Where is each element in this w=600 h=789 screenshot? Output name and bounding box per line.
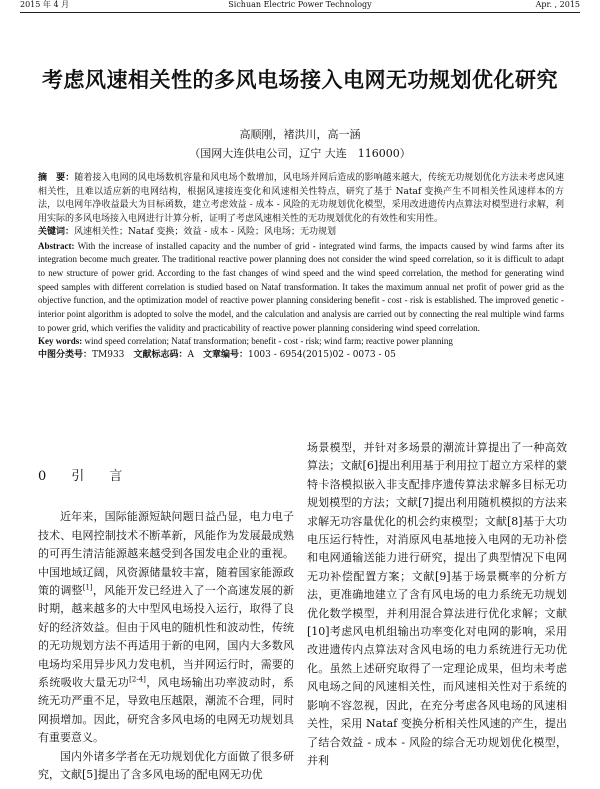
running-header — [20, 0, 580, 13]
intro-text-3: ，风电场输出功率波动时，系统无功严重不足，导致电压越限，潮流不合理，同时网损增加。因此，研究含多风电场的电网无功规划具有重要意义。 — [38, 676, 295, 745]
intro-paragraph-continued: 场景模型，并针对多场景的潮流计算提出了一种高效算法；文献[6]提出利用基于利用拉丁超立方采样的蒙特卡洛模拟嵌入非支配排序遗传算法求解多目标无功规划模型的方法；文献[7]提出利用随机模拟的方法来求解无功容量优化的机会约束模型；文献[8]基于大功电压运行特性，对消原风电基地接入电网的无功补偿和电网通输送能力进行研究，提出了典型情况下电网无功补偿配置方案；文献[9]基于场景概率的分析方法，更准确地建立了含有风电场的电力系统无功规划优化数学模型，并利用混合算法进行优化求解；文献[10]考虑风电机组输出功率变化对电网的影响，采用改进遗传内点算法对含风电场的电力系统进行无功优化。虽然上述研究取得了一定理论成果，但均未考虑风电场之间的风速相关性，而风速相关性对于系统的影响不容忽视，因此，在充分考虑各风电场的风速相关性，采用 Nataf 变换分析相关性风速的产生，提出了结合效益 - 成本 - 风险的综合无功规划优化模型，并利 — [307, 441, 567, 767]
clc-label: 中图分类号： — [38, 350, 93, 361]
keywords-cn-label: 关键词： — [38, 227, 75, 237]
abstract-block — [38, 172, 564, 363]
section-title: 引 言 — [71, 469, 129, 484]
header-journal: Sichuan Electric Power Technology — [228, 0, 372, 9]
abstract-en-text: With the increase of installed capacity and the number of grid - integrated wind farms, the impacts caused by wind farms after its integration become much greater. The traditional reactive power planning does not consider the wind speed correlation, so it is difficult to adapt to new structure of power grid. According to the fast changes of wind speed and the wind speed correlation, the method for generating wind speed samples with different correlation is studied based on Nataf transformation. It takes the maximum annual net profit of power grid as the objective function, and the optimization model of reactive power planning considering benefit - cost - risk is established. The improved genetic - interior point algorithm is adopted to solve the model, and the calculation and analysis are carried out by connecting the real multiple wind farms to power grid, which verifies the validity and practicability of reactive power planning considering wind speed correlation. — [38, 240, 564, 333]
doc-code-label: 文献标志码： — [133, 350, 188, 361]
section-heading — [38, 468, 294, 486]
paper-authors: 高顺刚，褚洪川，高一涵 — [239, 128, 361, 141]
intro-text-2: ，风能开发已经进入了一个高速发展的新时期，越来越多的大中型风电场投入运行，取得了良好的经济效益。但由于风电的随机性和波动性，传统的无功规划方法不再适用于新的电网，国内大多数风电场均采用异步风力发电机，当并网运行时，需要的系统吸收大量无功 — [38, 584, 295, 690]
keywords-en-label: Key words: — [38, 336, 83, 347]
doc-code-value: A — [187, 350, 194, 361]
abstract-cn — [38, 172, 564, 226]
intro-paragraph-1 — [38, 508, 294, 747]
keywords-en — [38, 335, 564, 349]
section-number: 0 — [38, 469, 53, 484]
body-right-column — [307, 439, 567, 770]
paper-title: 考虑风速相关性的多风电场接入电网无功规划优化研究 — [42, 67, 558, 92]
abstract-cn-text: 随着接入电网的风电场数机容量和风电场个数增加，风电场并网后造成的影响越来越大，传统无功规划优化方法未考虑风速相关性，且难以适应新的电网结构，根据风速接连变化和风速相关性特点，研究了基于 Nataf 变换产生不同相关性风速样本的方法，以电网年净收益最大为目标函数，建立考虑效益 - 成本 - 风险的无功规划优化模型，采用改进遗传内点算法对模型进行求解，利用实际的多风电场接入电网进行计算分析，证明了考虑风速相关性的无功规划优化的有效性和实用性。 — [38, 173, 564, 224]
abstract-en-label: Abstract: — [38, 240, 75, 251]
article-id-label: 文章编号： — [202, 350, 248, 361]
classification-line — [38, 349, 564, 363]
header-date: 2015 年 4 月 — [20, 0, 70, 9]
clc-value: TM933 — [92, 350, 125, 361]
paper-affiliation: （国网大连供电公司，辽宁 大连 116000） — [189, 147, 411, 160]
citation-1: [1] — [82, 583, 93, 592]
keywords-cn-text: 风速相关性；Nataf 变换；效益 - 成本 - 风险；风电场；无功规划 — [74, 227, 336, 237]
keywords-en-text: wind speed correlation; Nataf transformation; benefit - cost - risk; wind farm; reactive power planning — [84, 336, 453, 347]
abstract-cn-label: 摘 要： — [38, 173, 75, 183]
article-id-value: 1003 - 6954(2015)02 - 0073 - 05 — [247, 350, 396, 361]
header-issue: Apr. , 2015 — [535, 0, 580, 9]
keywords-cn — [38, 226, 564, 240]
abstract-en — [38, 240, 564, 336]
intro-text-4: 国内外诸多学者在无功规划优化方面做了很多研究，文献[5]提出了含多风电场的配电网无功优 — [38, 749, 294, 782]
body-left-column — [38, 440, 294, 785]
citation-2: [2-4] — [129, 675, 146, 684]
intro-text-1: 近年来，国际能源短缺问题日益凸显，电力电子技术、电网控制技术不断革新，风能作为发展最成熟的可再生清洁能源越来越受到各国发电企业的重视。中国地域辽阔，风资源储量较丰富，随着国家能源政策的调整 — [38, 510, 294, 598]
intro-paragraph-2 — [38, 748, 294, 785]
